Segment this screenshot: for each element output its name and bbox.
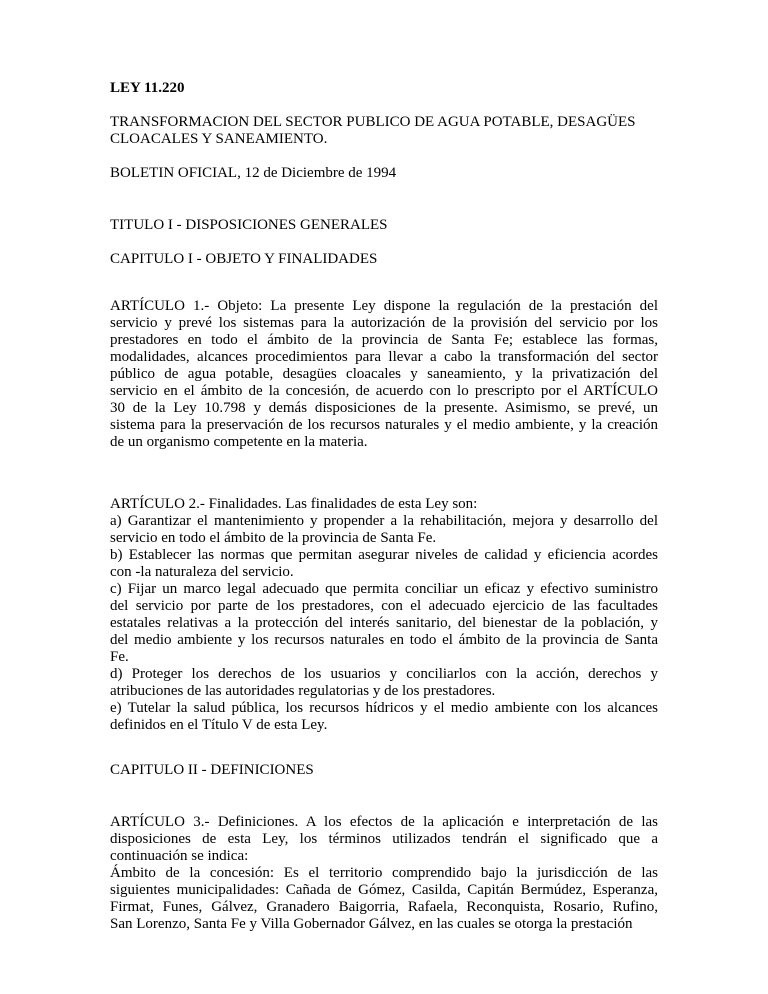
text-line: siguientes municipalidades: Cañada de Gómez, Casilda, Capitán Bermúdez, Esperanza, <box>110 882 658 898</box>
text-line: Fe. <box>110 649 129 665</box>
text-line: servicio en todo el ámbito de la provincia de Santa Fe. <box>110 530 437 546</box>
text-line: e) Tutelar la salud pública, los recursos hídricos y el medio ambiente con los alcances <box>110 700 658 716</box>
article-2 <box>110 496 658 734</box>
capitulo-1-heading: CAPITULO I - OBJETO Y FINALIDADES <box>110 251 378 267</box>
text-line: con -la naturaleza del servicio. <box>110 564 294 580</box>
text-line: servicio en el ámbito de la concesión, de acuerdo con lo prescripto por el ARTÍCULO <box>110 383 658 399</box>
text-line: público de agua potable, desagües cloacales y saneamiento, y la privatización del <box>110 366 658 382</box>
subtitle-line: CLOACALES Y SANEAMIENTO. <box>110 131 328 147</box>
text-line: estatales relativas a la protección del interés sanitario, del bienestar de la población, y <box>110 615 658 631</box>
article-1 <box>110 298 658 451</box>
text-line: continuación se indica: <box>110 848 249 864</box>
text-line: atribuciones de las autoridades regulatorias y de los prestadores. <box>110 683 496 699</box>
text-line: definidos en el Título V de esta Ley. <box>110 717 328 733</box>
text-line: disposiciones de esta Ley, los términos utilizados tendrán el significado que a <box>110 831 658 847</box>
text-line: 30 de la Ley 10.798 y demás disposiciones de la presente. Asimismo, se prevé, un <box>110 400 658 416</box>
titulo-heading: TITULO I - DISPOSICIONES GENERALES <box>110 217 388 233</box>
law-subtitle <box>110 114 658 148</box>
text-line: ARTÍCULO 1.- Objeto: La presente Ley dispone la regulación de la prestación del <box>110 298 658 314</box>
text-line: Ámbito de la concesión: Es el territorio comprendido bajo la jurisdicción de las <box>110 865 658 881</box>
article-3 <box>110 814 658 933</box>
capitulo-2-heading: CAPITULO II - DEFINICIONES <box>110 762 314 778</box>
text-line: a) Garantizar el mantenimiento y propender a la rehabilitación, mejora y desarrollo del <box>110 513 658 529</box>
text-line: del medio ambiente y los recursos naturales en todo el ámbito de la provincia de Santa <box>110 632 658 648</box>
text-line: Firmat, Funes, Gálvez, Granadero Baigorria, Rafaela, Reconquista, Rosario, Rufino, <box>110 899 658 915</box>
text-line: del servicio por parte de los prestadores, con el adecuado ejercicio de las facultades <box>110 598 658 614</box>
text-line: San Lorenzo, Santa Fe y Villa Gobernador Gálvez, en las cuales se otorga la prestación <box>110 916 633 932</box>
text-line: servicio y prevé los sistemas para la autorización de la provisión del servicio por los <box>110 315 658 331</box>
text-line: c) Fijar un marco legal adecuado que permita conciliar un eficaz y efectivo suministro <box>110 581 658 597</box>
text-line: modalidades, alcances procedimientos para llevar a cabo la transformación del sector <box>110 349 658 365</box>
text-line: de un organismo competente en la materia. <box>110 434 368 450</box>
text-line: ARTÍCULO 3.- Definiciones. A los efectos de la aplicación e interpretación de las <box>110 814 658 830</box>
text-line: ARTÍCULO 2.- Finalidades. Las finalidades de esta Ley son: <box>110 496 478 512</box>
subtitle-line: TRANSFORMACION DEL SECTOR PUBLICO DE AGUA POTABLE, DESAGÜES <box>110 114 636 130</box>
bulletin-date: BOLETIN OFICIAL, 12 de Diciembre de 1994 <box>110 165 397 181</box>
text-line: b) Establecer las normas que permitan asegurar niveles de calidad y eficiencia acordes <box>110 547 658 563</box>
text-line: d) Proteger los derechos de los usuarios y conciliarlos con la acción, derechos y <box>110 666 658 682</box>
law-title: LEY 11.220 <box>110 80 185 96</box>
text-line: prestadores en todo el ámbito de la provincia de Santa Fe; establece las formas, <box>110 332 658 348</box>
text-line: sistema para la preservación de los recursos naturales y el medio ambiente, y la creación <box>110 417 658 433</box>
